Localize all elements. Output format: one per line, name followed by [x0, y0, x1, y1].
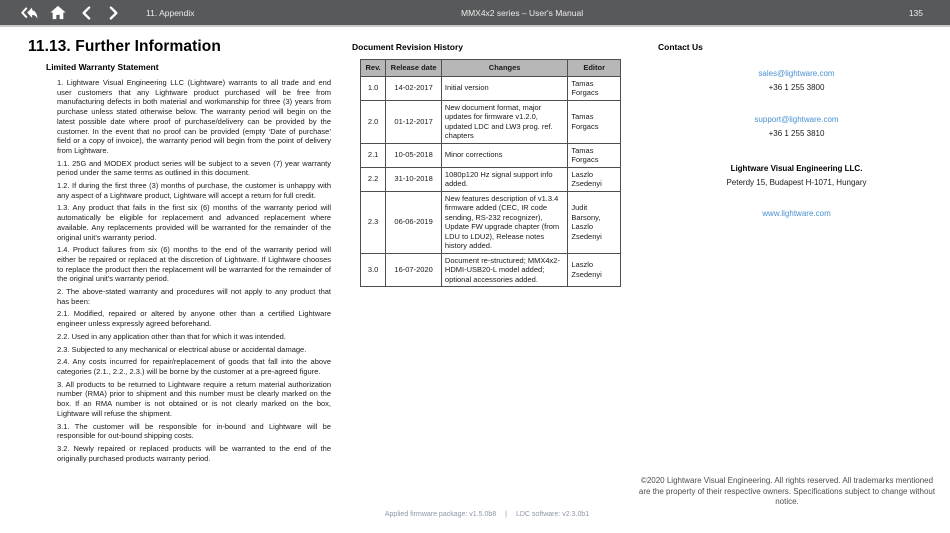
cell-changes: New document format, major updates for firmware v1.2.0, updated LDC and LW3 prog. ref. chapters	[441, 100, 567, 143]
table-row	[361, 76, 621, 100]
cell-editor: Tamas Forgacs	[568, 76, 621, 100]
chevron-right-icon[interactable]	[105, 5, 122, 21]
sales-email-link[interactable]: sales@lightware.com	[758, 69, 835, 78]
applied-firmware-note	[352, 511, 622, 518]
cell-date: 16-07-2020	[386, 253, 442, 287]
sales-phone: +36 1 255 3800	[768, 83, 825, 92]
col-header-date: Release date	[386, 60, 442, 77]
table-row	[361, 167, 621, 191]
table-row	[361, 253, 621, 287]
company-name: Lightware Visual Engineering LLC.	[730, 164, 863, 173]
cell-date: 31-10-2018	[386, 167, 442, 191]
warranty-paragraph: 2. The above-stated warranty and procedures will not apply to any product that has been:	[57, 287, 331, 306]
copyright-notice: ©2020 Lightware Visual Engineering. All rights reserved. All trademarks mentioned are the property of their respective owners. Specifications subject to change without notice.	[638, 476, 936, 506]
warranty-paragraph: 1.4. Product failures from six (6) months to the end of the warranty period will either be repaired or replaced at the discretion of Lightware. If Lightware chooses to replace the product then the replacement will be warranted for the remainder of the original unit's warranty period.	[57, 245, 331, 284]
cell-rev: 2.1	[361, 143, 386, 167]
cell-rev: 3.0	[361, 253, 386, 287]
section-title: 11.13. Further Information	[28, 38, 221, 55]
cell-editor: Laszlo Zsedenyi	[568, 253, 621, 287]
warranty-heading: Limited Warranty Statement	[46, 62, 159, 72]
warranty-paragraph: 1.3. Any product that fails in the first six (6) months of the warranty period will automatically be eligible for replacement and advanced replacement where available. Any replacements provided will be warranted for the remainder of the original unit's warranty period.	[57, 203, 331, 242]
firmware-package-label: Applied firmware package: v1.5.0b8	[384, 511, 497, 518]
cell-date: 10-05-2018	[386, 143, 442, 167]
cell-changes: Minor corrections	[441, 143, 567, 167]
col-header-editor: Editor	[568, 60, 621, 77]
col-header-changes: Changes	[441, 60, 567, 77]
company-address: Peterdy 15, Budapest H-1071, Hungary	[726, 178, 867, 187]
chevron-left-icon[interactable]	[77, 5, 94, 21]
revision-history-table	[360, 59, 621, 287]
cell-rev: 2.2	[361, 167, 386, 191]
table-row	[361, 100, 621, 143]
support-phone: +36 1 255 3810	[768, 129, 825, 138]
revision-history-heading: Document Revision History	[352, 42, 463, 52]
support-email-link[interactable]: support@lightware.com	[754, 115, 839, 124]
cell-date: 14-02-2017	[386, 76, 442, 100]
table-row	[361, 143, 621, 167]
cell-editor: Laszlo Zsedenyi	[568, 167, 621, 191]
warranty-paragraph: 1.2. If during the first three (3) months of purchase, the customer is unhappy with any aspect of a Lightware product, Lightware will accept a return for full credit.	[57, 181, 331, 200]
document-title: MMX4x2 series – User's Manual	[461, 7, 584, 18]
warranty-paragraph: 1.1. 25G and MODEX product series will be subject to a seven (7) year warranty period under the same terms as outlined in this document.	[57, 158, 331, 178]
cell-date: 06-06-2019	[386, 191, 442, 253]
warranty-paragraph: 2.4. Any costs incurred for repair/replacement of goods that fall into the above categories (2.1., 2.2., 2.3.) will be borne by the customer at a pre-agreed figure.	[57, 357, 331, 376]
toolbar-nav-icons	[21, 5, 122, 21]
cell-changes: New features description of v1.3.4 firmware added (CEC, IR code sending, RS-232 recognizer), Update FW upgrade chapter (from LDU to LDU2), Release notes history added.	[441, 191, 567, 253]
contact-stack	[658, 52, 935, 218]
warranty-paragraph: 3. All products to be returned to Lightware require a return material authorization number (RMA) prior to shipment and this number must be clearly marked on the box. If an RMA number is not obtained or is not clearly marked on the box, Lightware will refuse the shipment.	[57, 379, 331, 418]
warranty-paragraph: 3.2. Newly repaired or replaced products will be warranted to the end of the originally purchased products warranty period.	[57, 443, 331, 463]
contact-column	[658, 42, 935, 218]
cell-rev: 1.0	[361, 76, 386, 100]
table-header-row	[361, 60, 621, 77]
cell-changes: Document re-structured; MMX4x2-HDMI-USB20-L model added; optional accessories added.	[441, 253, 567, 287]
col-header-rev: Rev.	[361, 60, 386, 77]
warranty-paragraph: 1. Lightware Visual Engineering LLC (Lightware) warrants to all trade and end user customers that any Lightware product purchased will be free from manufacturing defects in both material and workmanship for three (3) years from purchase unless stated otherwise below. The warranty period will begin on the latest possible date where proof of purchase/delivery can be provided by the customer. In the event that no proof can be provided (empty ‘Date of purchase’ field or a copy of invoice), the warranty period will begin from the point of delivery from Lightware.	[57, 78, 331, 155]
breadcrumb-section[interactable]: 11. Appendix	[146, 7, 195, 18]
warranty-paragraph: 2.3. Subjected to any mechanical or electrical abuse or accidental damage.	[57, 344, 307, 354]
revision-history-column	[352, 42, 622, 287]
back-icon[interactable]	[21, 5, 38, 21]
cell-editor: Tamas Forgacs	[568, 143, 621, 167]
cell-date: 01-12-2017	[386, 100, 442, 143]
contact-heading: Contact Us	[658, 42, 703, 52]
cell-rev: 2.3	[361, 191, 386, 253]
ldc-software-label: LDC software: v2.3.0b1	[515, 511, 590, 518]
cell-changes: 1080p120 Hz signal support info added.	[441, 167, 567, 191]
warranty-paragraph: 2.2. Used in any application other than that for which it was intended.	[57, 331, 286, 341]
home-icon[interactable]	[49, 5, 66, 21]
note-separator: |	[505, 511, 507, 518]
page-number: 135	[908, 7, 923, 18]
cell-editor: Tamas Forgacs	[568, 100, 621, 143]
cell-editor: Judit Barsony, Laszlo Zsedenyi	[568, 191, 621, 253]
viewer-toolbar	[0, 0, 950, 27]
cell-changes: Initial version	[441, 76, 567, 100]
warranty-column	[28, 38, 331, 466]
warranty-body	[57, 78, 331, 463]
warranty-paragraph: 3.1. The customer will be responsible for in-bound and Lightware will be responsible for out-bound shipping costs.	[57, 421, 331, 441]
warranty-paragraph: 2.1. Modified, repaired or altered by anyone other than a certified Lightware engineer unless expressly agreed beforehand.	[57, 309, 331, 329]
website-link[interactable]: www.lightware.com	[762, 209, 831, 218]
table-row	[361, 191, 621, 253]
cell-rev: 2.0	[361, 100, 386, 143]
